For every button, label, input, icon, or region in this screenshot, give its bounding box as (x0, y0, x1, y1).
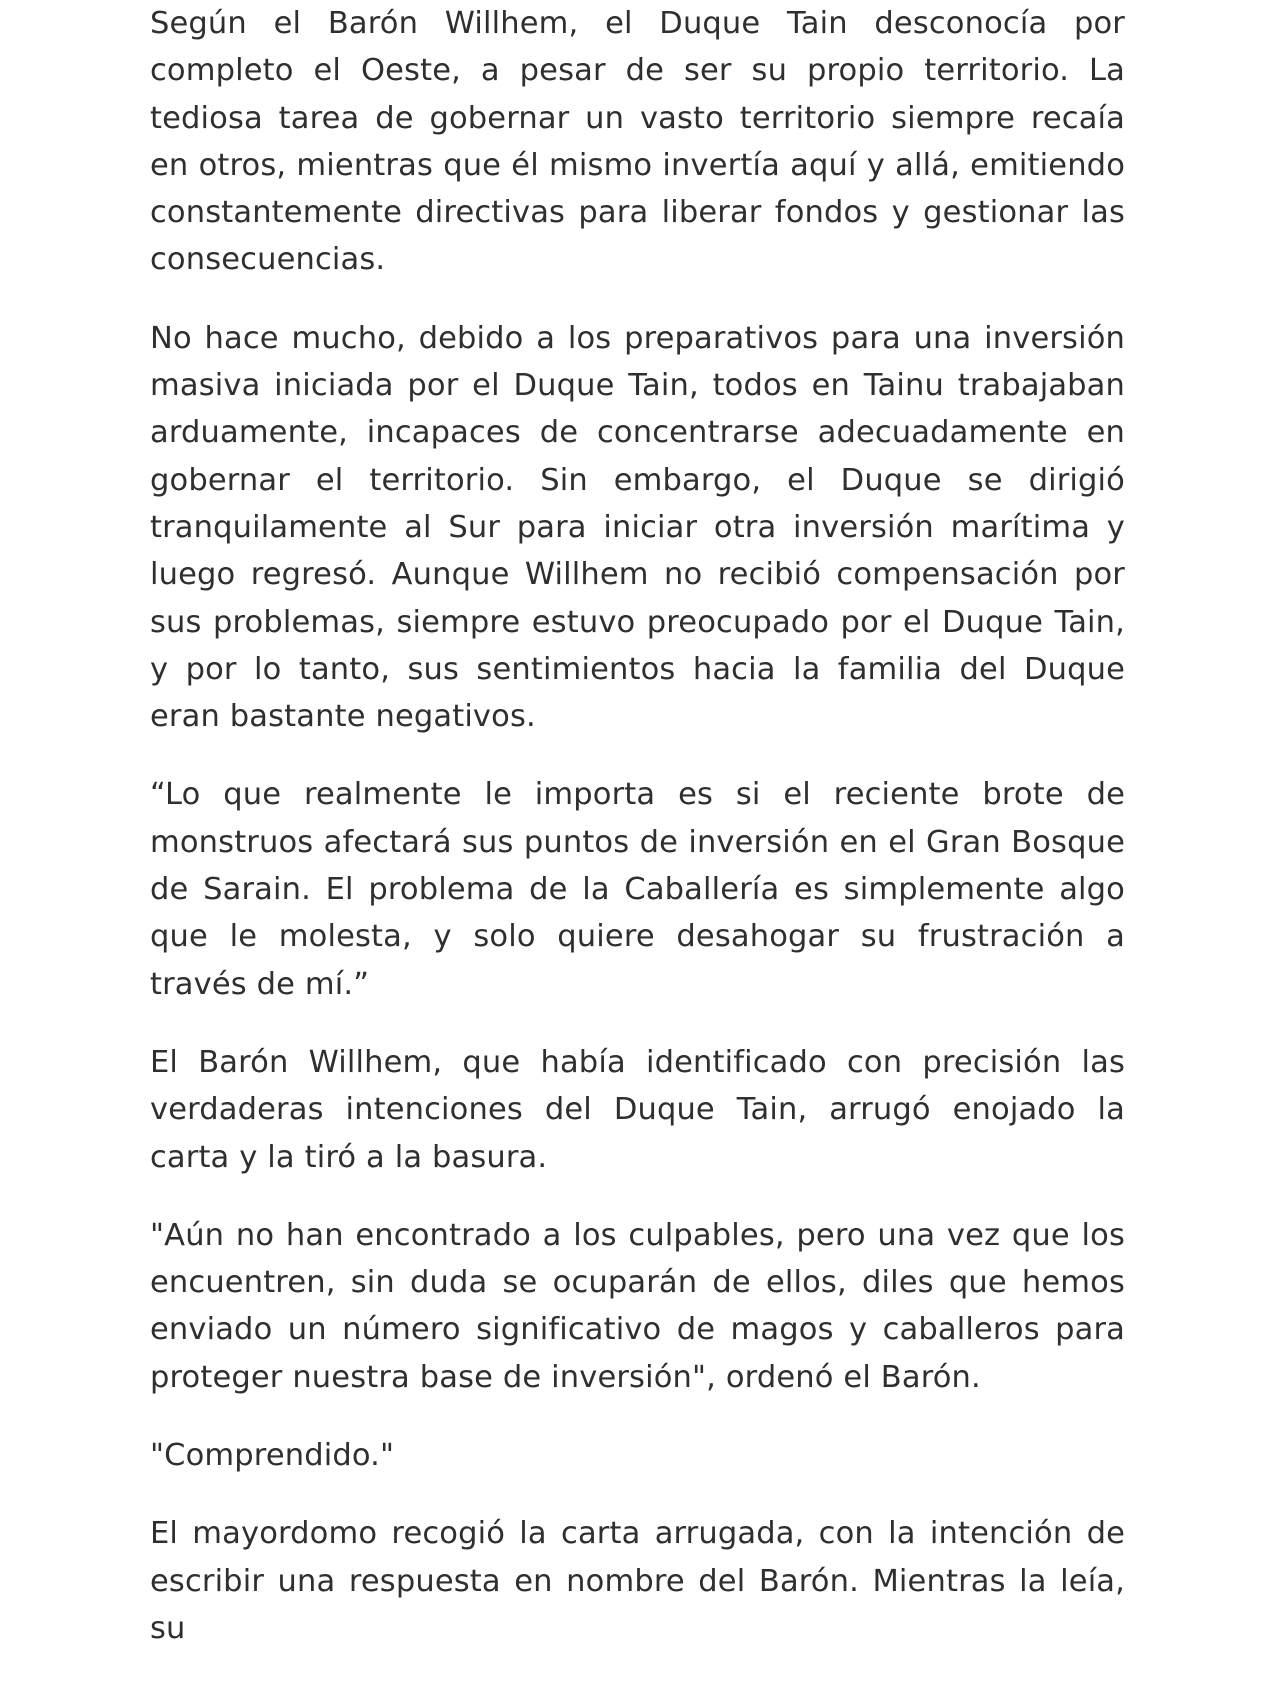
paragraph-1: Según el Barón Willhem, el Duque Tain desconocía por completo el Oeste, a pesar de ser su propio territorio. La tediosa tarea de gobernar un vasto territorio siempre recaía en otros, mientras que él mismo invertía aquí y allá, emitiendo constantemente directivas para liberar fondos y gestionar las consecuencias. (150, 6, 1125, 278)
paragraph-4: El Barón Willhem, que había identificado con precisión las verdaderas intenciones del Duque Tain, arrugó enojado la carta y la tiró a la basura. (150, 1044, 1125, 1175)
paragraph-5: "Aún no han encontrado a los culpables, pero una vez que los encuentren, sin duda se ocuparán de ellos, diles que hemos enviado un número significativo de magos y caballeros para proteger nuestra base de inversión", ordenó el Barón. (150, 1217, 1125, 1395)
paragraph-2: No hace mucho, debido a los preparativos para una inversión masiva iniciada por el Duque Tain, todos en Tainu trabajaban arduamente, incapaces de concentrarse adecuadamente en gobernar el territorio. Sin embargo, el Duque se dirigió tranquilamente al Sur para iniciar otra inversión marítima y luego regresó. Aunque Willhem no recibió compensación por sus problemas, siempre estuvo preocupado por el Duque Tain, y por lo tanto, sus sentimientos hacia la familia del Duque eran bastante negativos. (150, 320, 1125, 735)
document-page (150, 0, 1125, 1683)
paragraph-7: El mayordomo recogió la carta arrugada, con la intención de escribir una respuesta en nombre del Barón. Mientras la leía, su (150, 1516, 1125, 1646)
paragraph-3: “Lo que realmente le importa es si el reciente brote de monstruos afectará sus puntos de inversión en el Gran Bosque de Sarain. El problema de la Caballería es simplemente algo que le molesta, y solo quiere desahogar su frustración a través de mí.” (150, 777, 1125, 1002)
paragraph-6: "Comprendido." (150, 1438, 395, 1474)
